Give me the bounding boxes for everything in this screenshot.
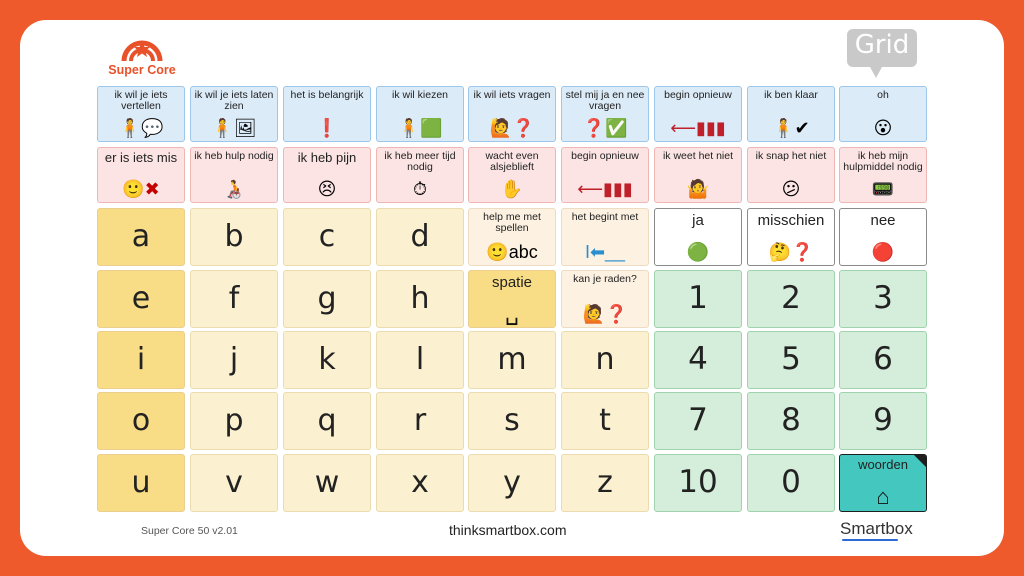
cell-2[interactable]: [747, 270, 835, 328]
cell-7[interactable]: [654, 392, 742, 450]
surprised-person-icon: 😮: [873, 118, 893, 138]
cell-u[interactable]: [97, 454, 185, 512]
cell-label: r: [413, 403, 427, 438]
tell-person-icon: 🧍💬: [118, 118, 164, 138]
cell-g[interactable]: [283, 270, 371, 328]
cell-label: z: [597, 465, 613, 500]
grid-badge-label: Grid: [854, 30, 910, 60]
cell-label: ik wil je iets laten zien: [194, 89, 274, 112]
cell-ik-heb-hulp-nodig[interactable]: [190, 147, 278, 203]
cell-e[interactable]: [97, 270, 185, 328]
cell-label: 4: [688, 341, 708, 377]
cell-1[interactable]: [654, 270, 742, 328]
cell-label: kan je raden?: [573, 273, 637, 285]
cell-v[interactable]: [190, 454, 278, 512]
cell-label: f: [228, 281, 240, 316]
app-name: Super Core: [108, 63, 176, 77]
cell-10[interactable]: [654, 454, 742, 512]
cell-label: het is belangrijk: [290, 89, 364, 101]
cell-label: s: [504, 403, 520, 438]
words-folder-icon: ⌂: [876, 484, 890, 509]
cell-ik-wil-je-iets-vertellen[interactable]: [97, 86, 185, 142]
cell-kan-je-raden[interactable]: [561, 270, 649, 328]
cell-nee[interactable]: [839, 208, 927, 266]
cell-label: 6: [873, 341, 893, 377]
cell-l[interactable]: [376, 331, 464, 389]
cell-label: 3: [873, 280, 893, 316]
cell-0[interactable]: [747, 454, 835, 512]
cell-5[interactable]: [747, 331, 835, 389]
cell-label: m: [497, 342, 527, 377]
cell-label: woorden: [858, 457, 908, 472]
cell-label: misschien: [757, 212, 825, 229]
show-item-icon: 🧍🖼: [211, 118, 257, 138]
restart-arrow-icon: ⟵▮▮▮: [670, 118, 726, 138]
cell-ik-heb-meer-tijd-nodig[interactable]: [376, 147, 464, 203]
cell-label: ik ben klaar: [764, 89, 818, 101]
cell-label: o: [131, 403, 151, 438]
cell-label: ik wil je iets vertellen: [114, 89, 168, 112]
starts-with-icon: I⬅__: [584, 242, 626, 262]
wait-icon: ✋: [500, 179, 524, 199]
cell-ik-wil-kiezen[interactable]: [376, 86, 464, 142]
cell-label: 7: [688, 402, 708, 438]
cell-label: het begint met: [571, 211, 639, 223]
cell-spatie[interactable]: [468, 270, 556, 328]
cell-label: n: [595, 342, 615, 377]
choose-icon: 🧍🟩: [397, 118, 443, 138]
cell-3[interactable]: [839, 270, 927, 328]
dont-know-icon: 🤷: [686, 179, 710, 199]
cell-label: a: [131, 219, 151, 254]
cell-m[interactable]: [468, 331, 556, 389]
cell-i[interactable]: [97, 331, 185, 389]
cell-ik-wil-iets-vragen[interactable]: [468, 86, 556, 142]
finished-icon: 🧍✔: [772, 118, 810, 138]
version-label: Super Core 50 v2.01: [141, 525, 238, 537]
cell-label: l: [415, 342, 425, 377]
cell-label: 10: [678, 464, 718, 500]
help-needed-icon: 🧑‍🦽: [222, 179, 246, 199]
cell-label: w: [314, 465, 340, 500]
cell-label: ik wil iets vragen: [473, 89, 551, 101]
spelling-help-icon: 🙂abc: [486, 242, 538, 262]
cell-label: v: [225, 465, 243, 500]
cell-label: 8: [781, 402, 801, 438]
cell-label: ik heb hulp nodig: [194, 150, 274, 162]
cell-o[interactable]: [97, 392, 185, 450]
cell-4[interactable]: [654, 331, 742, 389]
cell-label: 2: [781, 280, 801, 316]
cell-label: ik heb meer tijd nodig: [384, 150, 456, 173]
cell-9[interactable]: [839, 392, 927, 450]
website-label: thinksmartbox.com: [449, 522, 567, 538]
cell-q[interactable]: [283, 392, 371, 450]
cell-label: 9: [873, 402, 893, 438]
cell-help-me-met-spellen[interactable]: [468, 208, 556, 266]
cell-oh[interactable]: [839, 86, 927, 142]
cell-label: y: [503, 465, 521, 500]
cell-label: u: [131, 465, 151, 500]
cell-f[interactable]: [190, 270, 278, 328]
cell-label: x: [411, 465, 429, 500]
cell-ik-wil-je-iets-laten-zien[interactable]: [190, 86, 278, 142]
cell-8[interactable]: [747, 392, 835, 450]
device-icon: 📟: [871, 179, 895, 199]
cell-j[interactable]: [190, 331, 278, 389]
important-icon: ❗: [315, 118, 339, 138]
cell-label: er is iets mis: [104, 150, 178, 165]
cell-label: begin opnieuw: [571, 150, 639, 162]
space-bar-icon: ␣: [505, 300, 519, 325]
cell-ik-ben-klaar[interactable]: [747, 86, 835, 142]
cell-wacht-even-alsjeblieft[interactable]: [468, 147, 556, 203]
cell-ik-snap-het-niet[interactable]: [747, 147, 835, 203]
cell-label: d: [410, 219, 430, 254]
cell-a[interactable]: [97, 208, 185, 266]
cell-ik-heb-pijn[interactable]: [283, 147, 371, 203]
cell-x[interactable]: [376, 454, 464, 512]
cell-label: c: [318, 219, 336, 254]
cell-6[interactable]: [839, 331, 927, 389]
cell-h[interactable]: [376, 270, 464, 328]
smartbox-logo-underline: [842, 539, 898, 541]
cell-label: spatie: [491, 274, 533, 291]
cell-label: ja: [692, 212, 704, 229]
cell-stel-mij-ja-en-nee-vragen[interactable]: [561, 86, 649, 142]
cell-z[interactable]: [561, 454, 649, 512]
cell-label: ik heb mijn hulpmiddel nodig: [843, 150, 923, 173]
cell-label: k: [318, 342, 336, 377]
cell-label: nee: [870, 212, 896, 229]
cell-label: h: [410, 281, 430, 316]
cell-s[interactable]: [468, 392, 556, 450]
yes-no-question-icon: ❓✅: [582, 118, 628, 138]
cell-ik-heb-mijn-hulpmiddel-nodig[interactable]: [839, 147, 927, 203]
smartbox-logo: Smartbox: [840, 519, 913, 538]
more-time-icon: ⏱: [412, 179, 428, 199]
cell-begin-opnieuw[interactable]: [561, 147, 649, 203]
cell-n[interactable]: [561, 331, 649, 389]
cell-label: stel mij ja en nee vragen: [565, 89, 645, 112]
cell-label: wacht even alsjeblieft: [485, 150, 539, 173]
cell-y[interactable]: [468, 454, 556, 512]
cell-label: oh: [877, 89, 889, 101]
maybe-person-icon: 🤔❓: [768, 242, 814, 262]
cell-label: begin opnieuw: [664, 89, 732, 101]
cell-misschien[interactable]: [747, 208, 835, 266]
restart-arrow-icon: ⟵▮▮▮: [577, 179, 633, 199]
cell-label: j: [229, 342, 239, 377]
cell-label: t: [599, 403, 611, 438]
cell-label: 0: [781, 464, 801, 500]
cell-label: e: [131, 281, 151, 316]
cell-label: i: [136, 342, 146, 377]
cell-label: g: [317, 281, 337, 316]
cell-label: ik heb pijn: [297, 150, 357, 165]
cell-d[interactable]: [376, 208, 464, 266]
yes-green-face-icon: 🟢: [686, 242, 710, 262]
cell-b[interactable]: [190, 208, 278, 266]
cell-c[interactable]: [283, 208, 371, 266]
cell-r[interactable]: [376, 392, 464, 450]
cell-ik-weet-het-niet[interactable]: [654, 147, 742, 203]
guess-person-icon: 🙋❓: [582, 304, 628, 324]
cell-label: p: [224, 403, 244, 438]
cell-ja[interactable]: [654, 208, 742, 266]
no-red-face-icon: 🔴: [871, 242, 895, 262]
cell-label: ik wil kiezen: [391, 89, 449, 101]
question-person-icon: 🙋❓: [489, 118, 535, 138]
cell-label: q: [317, 403, 337, 438]
cell-er-is-iets-mis[interactable]: [97, 147, 185, 203]
cell-p[interactable]: [190, 392, 278, 450]
cell-het-is-belangrijk[interactable]: [283, 86, 371, 142]
pain-icon: 😣: [317, 179, 337, 199]
cell-woorden[interactable]: [839, 454, 927, 512]
dont-understand-icon: 😕: [781, 179, 801, 199]
something-wrong-icon: 🙂✖: [122, 179, 160, 199]
cell-begin-opnieuw[interactable]: [654, 86, 742, 142]
folder-corner-icon: [914, 455, 926, 467]
cell-label: 1: [688, 280, 708, 316]
cell-label: b: [224, 219, 244, 254]
cell-t[interactable]: [561, 392, 649, 450]
cell-w[interactable]: [283, 454, 371, 512]
cell-label: ik snap het niet: [755, 150, 827, 162]
cell-k[interactable]: [283, 331, 371, 389]
cell-het-begint-met[interactable]: [561, 208, 649, 266]
cell-label: help me met spellen: [483, 211, 541, 234]
cell-label: ik weet het niet: [662, 150, 734, 162]
cell-label: 5: [781, 341, 801, 377]
